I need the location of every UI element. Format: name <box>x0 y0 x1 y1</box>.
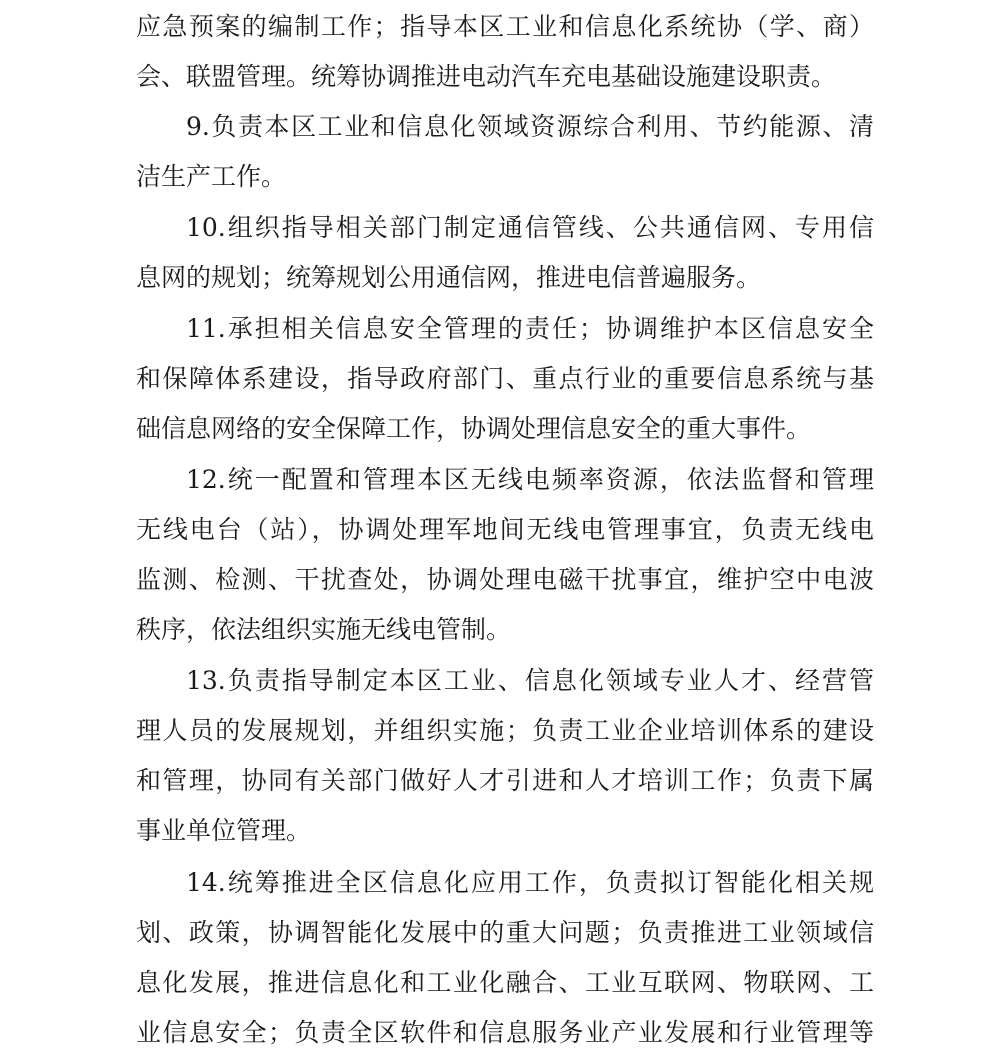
paragraph-line: 秩序，依法组织实施无线电管制。 <box>136 615 512 644</box>
paragraph-line: 息网的规划；统筹规划公用通信网，推进电信普遍服务。 <box>136 263 762 292</box>
paragraph-line: 和管理，协同有关部门做好人才引进和人才培训工作；负责下属 <box>136 766 874 795</box>
paragraph-line: 14.统筹推进全区信息化应用工作，负责拟订智能化相关规 <box>186 868 874 897</box>
paragraph-line: 11.承担相关信息安全管理的责任；协调维护本区信息安全 <box>186 314 874 343</box>
paragraph-line: 业信息安全；负责全区软件和信息服务业产业发展和行业管理等 <box>136 1018 874 1047</box>
paragraph-line: 13.负责指导制定本区工业、信息化领域专业人才、经营管 <box>186 666 874 695</box>
paragraph-line: 息化发展，推进信息化和工业化融合、工业互联网、物联网、工 <box>136 968 874 997</box>
paragraph-line: 会、联盟管理。统筹协调推进电动汽车充电基础设施建设职责。 <box>136 62 837 91</box>
paragraph-line: 事业单位管理。 <box>136 816 312 845</box>
paragraph-line: 和保障体系建设，指导政府部门、重点行业的重要信息系统与基 <box>136 364 874 393</box>
paragraph-line: 洁生产工作。 <box>136 162 287 191</box>
paragraph-line: 9.负责本区工业和信息化领域资源综合利用、节约能源、清 <box>186 112 874 141</box>
paragraph-line: 无线电台（站），协调处理军地间无线电管理事宜，负责无线电 <box>136 515 874 544</box>
paragraph-line: 10.组织指导相关部门制定通信管线、公共通信网、专用信 <box>186 213 874 242</box>
paragraph-line: 划、政策，协调智能化发展中的重大问题；负责推进工业领域信 <box>136 918 874 947</box>
paragraph-line: 应急预案的编制工作；指导本区工业和信息化系统协（学、商） <box>136 12 874 41</box>
paragraph-line: 础信息网络的安全保障工作，协调处理信息安全的重大事件。 <box>136 414 812 443</box>
paragraph-line: 理人员的发展规划，并组织实施；负责工业企业培训体系的建设 <box>136 716 874 745</box>
paragraph-line: 监测、检测、干扰查处，协调处理电磁干扰事宜，维护空中电波 <box>136 565 874 594</box>
paragraph-line: 12.统一配置和管理本区无线电频率资源，依法监督和管理 <box>186 465 874 494</box>
